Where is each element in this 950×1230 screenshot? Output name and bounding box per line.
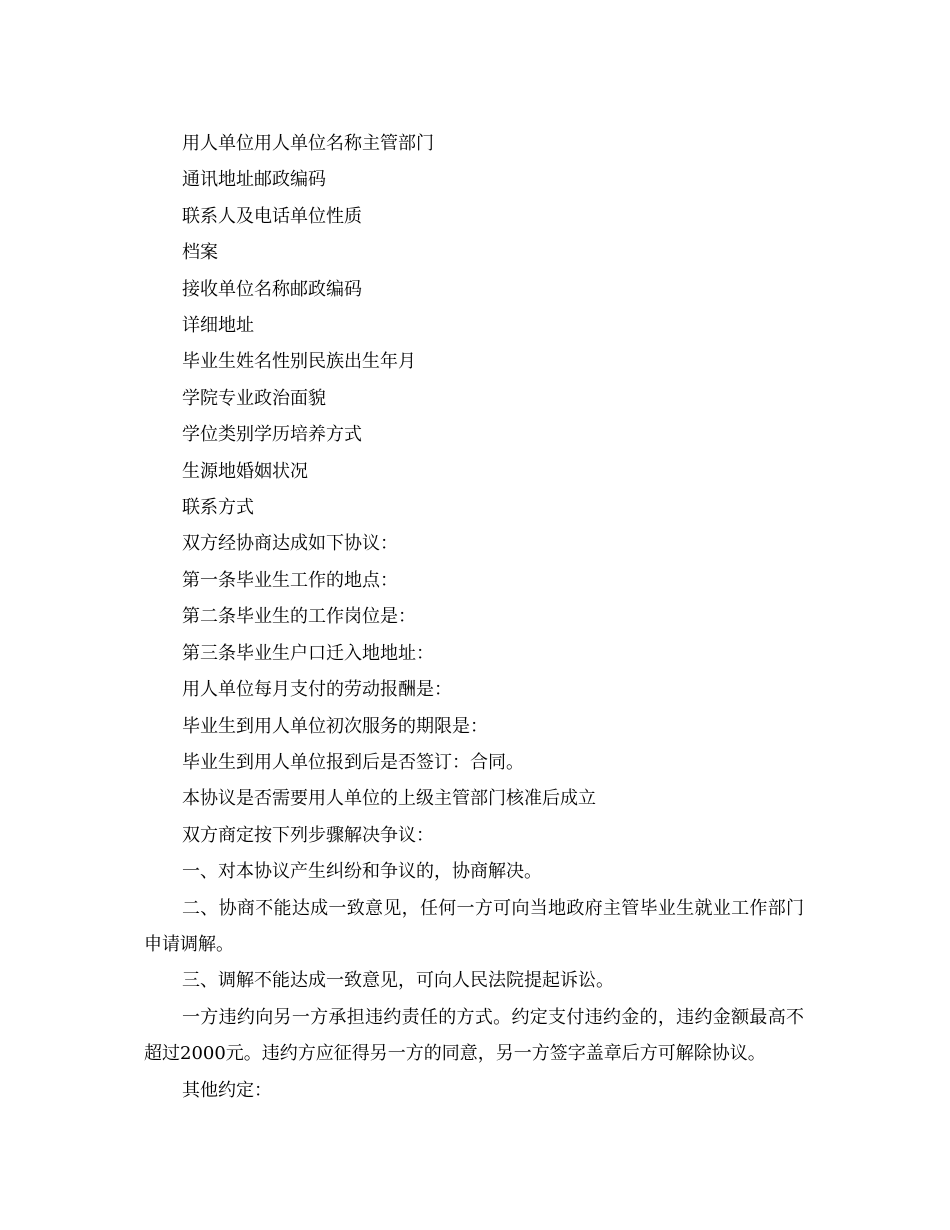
paragraph-agreement-intro: 双方经协商达成如下协议： (182, 533, 398, 555)
paragraph-dispute-2: 二、协商不能达成一致意见，任何一方可向当地政府主管毕业生就业工作部门申请调解。 (144, 897, 804, 955)
paragraph-dispute-3: 三、调解不能达成一致意见，可向人民法院提起诉讼。 (182, 970, 614, 992)
paragraph-service-term: 毕业生到用人单位初次服务的期限是： (182, 715, 488, 737)
paragraph-degree: 学位类别学历培养方式 (182, 424, 362, 446)
paragraph-salary: 用人单位每月支付的劳动报酬是： (182, 679, 452, 701)
paragraph-contract: 毕业生到用人单位报到后是否签订：合同。 (182, 751, 524, 773)
paragraph-article-2: 第二条毕业生的工作岗位是： (182, 606, 416, 628)
paragraph-origin: 生源地婚姻状况 (182, 460, 308, 482)
paragraph-college-major: 学院专业政治面貌 (182, 387, 326, 409)
paragraph-breach: 一方违约向另一方承担违约责任的方式。约定支付违约金的，违约金额最高不超过2000元。违约方应征得另一方的同意，另一方签字盖章后方可解除协议。 (144, 1006, 804, 1065)
paragraph-approval: 本协议是否需要用人单位的上级主管部门核准后成立 (182, 788, 596, 810)
paragraph-archive: 档案 (182, 242, 218, 264)
paragraph-other: 其他约定： (182, 1079, 272, 1101)
paragraph-employer: 用人单位用人单位名称主管部门 (182, 133, 434, 154)
paragraph-article-1: 第一条毕业生工作的地点： (182, 569, 398, 591)
paragraph-dispute-1: 一、对本协议产生纠纷和争议的，协商解决。 (182, 861, 542, 883)
document-body (144, 126, 804, 1109)
paragraph-contact: 联系人及电话单位性质 (182, 205, 362, 227)
paragraph-contact-method: 联系方式 (182, 497, 254, 519)
paragraph-article-3: 第三条毕业生户口迁入地地址： (182, 642, 434, 664)
paragraph-receiving-unit: 接收单位名称邮政编码 (182, 278, 362, 300)
paragraph-address: 通讯地址邮政编码 (182, 169, 326, 191)
paragraph-dispute-intro: 双方商定按下列步骤解决争议： (182, 824, 434, 846)
paragraph-graduate-info: 毕业生姓名性别民族出生年月 (182, 351, 416, 373)
paragraph-detailed-address: 详细地址 (182, 315, 254, 337)
